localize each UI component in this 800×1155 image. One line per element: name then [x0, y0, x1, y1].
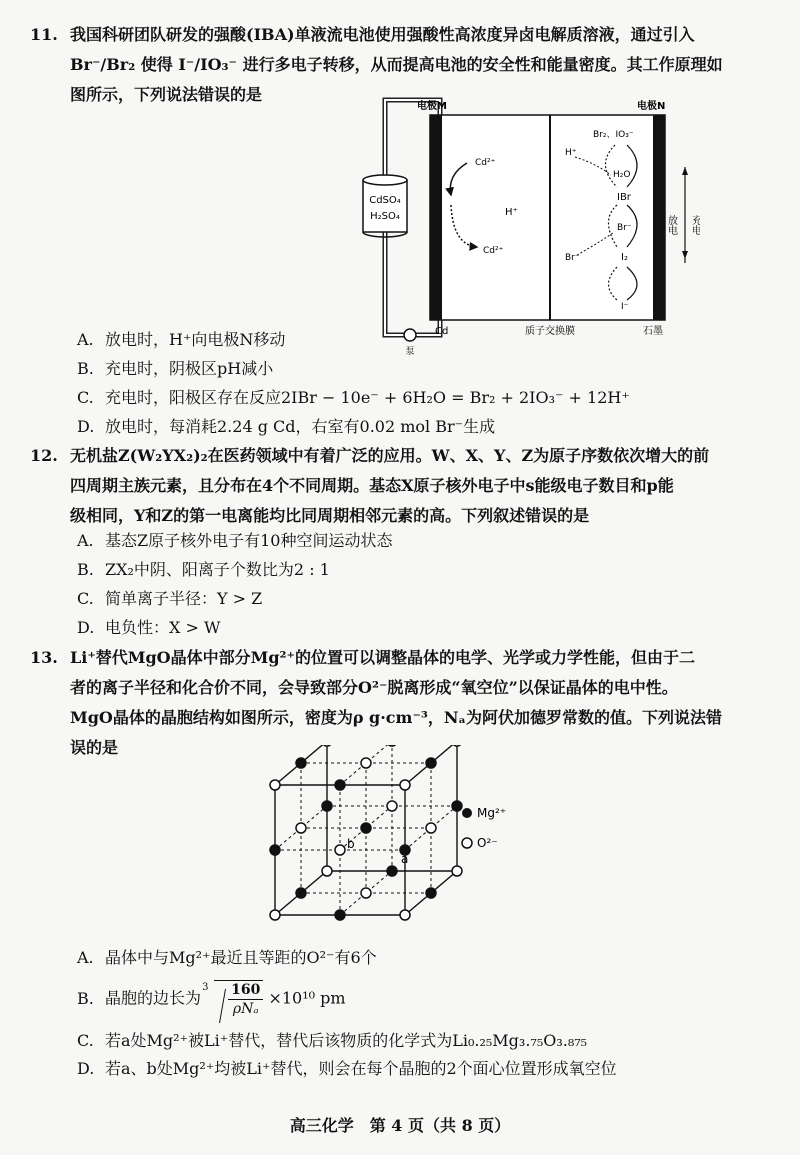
question-text: 级相同，Y和Z的第一电离能均比同周期相邻元素的高。下列叙述错误的是	[70, 506, 590, 525]
q12-option-a: A. 基态Z原子核外电子有10种空间运动状态	[77, 531, 393, 550]
i2-label: I₂	[621, 252, 628, 263]
tank-label-2: H₂SO₄	[370, 211, 400, 222]
o-ion	[322, 745, 332, 746]
cube-root: 3 $\frac{160}{\text{ρNₐ}}$	[214, 980, 263, 1018]
mg-ion	[335, 780, 345, 790]
mg-ion	[335, 910, 345, 920]
legend-o-label: O²⁻	[477, 836, 498, 850]
electrode-m-label: 电极M	[417, 101, 447, 112]
label-b: b	[347, 837, 355, 851]
h2o-label: H₂O	[613, 170, 631, 180]
membrane-label: 质子交换膜	[525, 326, 575, 337]
crystal-cell-diagram	[255, 745, 535, 930]
electrode-n-label: 电极N	[637, 101, 666, 112]
o-ion	[361, 888, 371, 898]
q11-option-d: D. 放电时，每消耗2.24 g Cd，右室有0.02 mol Br⁻生成	[77, 417, 496, 436]
question-text: 无机盐Z(W₂YX₂)₂在医药领域中有着广泛的应用。W、X、Y、Z为原子序数依次增大的前	[70, 446, 710, 465]
question-number: 11.	[30, 25, 58, 44]
q13-option-d: D. 若a、b处Mg²⁺均被Li⁺替代，则会在每个晶胞的2个面心位置形成氧空位	[77, 1059, 617, 1078]
mg-ion	[296, 888, 306, 898]
legend-mg-label: Mg²⁺	[477, 806, 507, 820]
legend-mg-marker	[462, 808, 472, 818]
electrode-m	[430, 115, 442, 320]
question-text: Li⁺替代MgO晶体中部分Mg²⁺的位置可以调整晶体的电学、光学或力学性能，但由于二	[70, 648, 695, 667]
q11-option-b: B. 充电时，阴极区pH减小	[77, 359, 274, 378]
o-ion	[335, 845, 345, 855]
question-text: 四周期主族元素，且分布在4个不同周期。基态X原子核外电子中s能级电子数目和p能	[70, 476, 674, 495]
o-ion	[296, 823, 306, 833]
mg-ion	[387, 745, 397, 746]
question-text: 图所示，下列说法错误的是	[70, 85, 263, 104]
cd2-bottom: Cd²⁺	[483, 246, 504, 256]
question-text: 误的是	[70, 738, 119, 757]
battery-diagram	[355, 95, 700, 360]
cd2-top: Cd²⁺	[475, 158, 496, 168]
question-text: 者的离子半径和化合价不同，会导致部分O²⁻脱离形成“氧空位”以保证晶体的电中性。	[70, 678, 678, 697]
q11-option-c: C. 充电时，阳极区存在反应2IBr − 10e⁻ + 6H₂O = Br₂ + 2IO₃⁻ + 12H⁺	[77, 388, 630, 407]
q11-option-a: A. 放电时，H⁺向电极N移动	[77, 330, 286, 349]
page-footer: 高三化学 第 4 页（共 8 页）	[289, 1116, 511, 1135]
mg-ion	[426, 888, 436, 898]
mg-ion	[270, 845, 280, 855]
o-ion	[426, 823, 436, 833]
q13-option-c: C. 若a处Mg²⁺被Li⁺替代，替代后该物质的化学式为Li₀.₂₅Mg₃.₇₅O₃.₈₇₅	[77, 1031, 588, 1050]
o-ion	[270, 910, 280, 920]
discharge-label: 放电	[665, 215, 677, 235]
o-ion	[387, 801, 397, 811]
mg-ion	[426, 758, 436, 768]
mg-ion	[387, 866, 397, 876]
question-text: 我国科研团队研发的强酸(IBA)单液流电池使用强酸性高浓度异卤电解质溶液，通过引入	[70, 25, 695, 44]
o-ion	[361, 758, 371, 768]
q12-option-c: C. 简单离子半径：Y > Z	[77, 589, 263, 608]
charge-label: 充电	[689, 215, 700, 235]
question-12	[30, 441, 782, 531]
o-ion	[452, 745, 462, 746]
h-plus-middle: H⁺	[505, 207, 518, 218]
pump-icon	[404, 329, 416, 341]
q13-option-b: B. 晶胞的边长为 3 $\frac{160}{\text{ρNₐ}}$ ×10¹⁰ pm	[77, 982, 346, 1017]
tank-label-1: CdSO₄	[369, 195, 401, 206]
q13-option-a: A. 晶体中与Mg²⁺最近且等距的O²⁻有6个	[77, 948, 377, 967]
electrode-n	[653, 115, 665, 320]
pump-label: 泵	[405, 347, 415, 357]
question-number: 13.	[30, 648, 58, 667]
o-ion	[452, 866, 462, 876]
h-plus-right: H⁺	[565, 148, 577, 158]
ibr-label: IBr	[617, 192, 631, 203]
o-ion	[322, 866, 332, 876]
br-minus-right: Br⁻	[617, 223, 632, 233]
question-text: Br⁻/Br₂ 使得 I⁻/IO₃⁻ 进行多电子转移，从而提高电池的安全性和能量密度。其工作原理如	[70, 55, 723, 74]
o-ion	[400, 910, 410, 920]
o-ion	[400, 780, 410, 790]
question-text: MgO晶体的晶胞结构如图所示，密度为ρ g·cm⁻³，Nₐ为阿伏加德罗常数的值。下列说法错	[70, 708, 723, 727]
mg-ion	[452, 801, 462, 811]
br-minus-left: Br⁻	[565, 253, 580, 263]
cd-label: Cd	[435, 326, 449, 337]
discharge-charge-arrows	[682, 167, 688, 263]
graphite-label: 石墨	[643, 326, 663, 337]
o-ion	[270, 780, 280, 790]
mg-ion	[296, 758, 306, 768]
mg-ion	[322, 801, 332, 811]
mg-ion	[361, 823, 371, 833]
i-minus-label: I⁻	[621, 302, 629, 312]
legend-o-marker	[462, 838, 472, 848]
electrolyte-tank	[363, 180, 407, 232]
question-number: 12.	[30, 446, 58, 465]
label-a: a	[401, 852, 409, 866]
br2-io3-label: Br₂、IO₃⁻	[593, 130, 634, 140]
q12-option-b: B. ZX₂中阴、阳离子个数比为2 : 1	[77, 560, 330, 579]
q12-option-d: D. 电负性：X > W	[77, 618, 221, 637]
